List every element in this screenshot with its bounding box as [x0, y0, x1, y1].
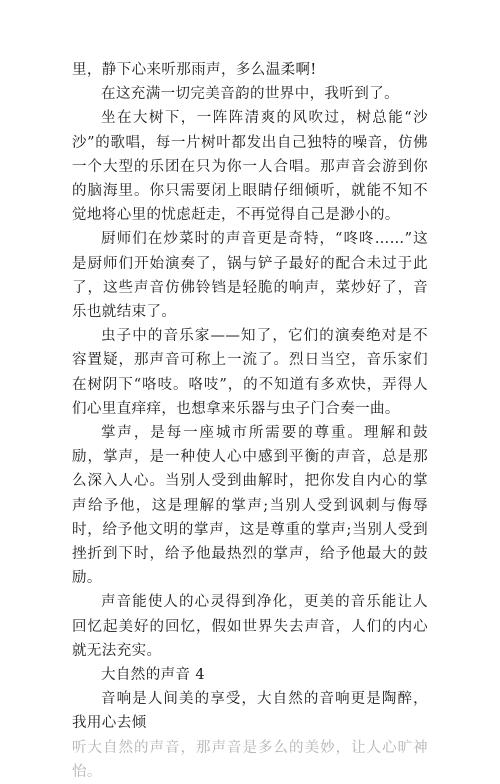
- paragraph-applause: 掌声，是每一座城市所需要的尊重。理解和鼓励，掌声，是一种使人心中感到平衡的声音，总是那么深入人心。当别人受到曲解时，把你发自内心的掌声给予他，这是理解的掌声;当别人受到讽刺与侮辱时，给予他文明的掌声，这是尊重的掌声;当别人受到挫折到下时，给予他最热烈的掌声，给予他最大的鼓励。: [72, 425, 428, 587]
- paragraph-trees: 坐在大树下，一阵阵清爽的风吹过，树总能“沙沙”的歌唱，每一片树叶都发出自己独特的噪音，仿佛一个大型的乐团在只为你一人合唱。那声音会游到你的脑海里。你只需要闭上眼睛仔细倾听，就能不知不觉地将心里的忧虑赶走，不再觉得自己是渺小的。: [72, 110, 428, 224]
- paragraph-conclusion: 声音能使人的心灵得到净化，更美的音乐能让人回忆起美好的回忆，假如世界失去声音，人们的内心就无法充实。: [72, 594, 428, 659]
- section-heading: 大自然的声音 4: [101, 667, 206, 684]
- paragraph-nature: 音响是人间美的享受，大自然的音响更是陶醉，我用心去倾: [72, 691, 428, 732]
- paragraph-continuation: 里，静下心来听那雨声，多么温柔啊!: [72, 62, 317, 78]
- paragraph-nature-cutoff: 听大自然的声音，那声音是多么的美妙，让人心旷神怡。: [72, 739, 428, 780]
- article-body: [72, 58, 428, 784]
- paragraph-chef: 厨师们在炒菜时的声音更是奇特，“咚咚……”这是厨师们开始演奏了，锅与铲子最好的配合未过于此了，这些声音仿佛铃铛是轻脆的响声，菜炒好了，音乐也就结束了。: [72, 231, 428, 321]
- paragraph-cicada: 虫子中的音乐家——知了，它们的演奏绝对是不容置疑，那声音可称上一流了。烈日当空，音乐家们在树阴下“咯吱。咯吱”，的不知道有多欢快，弄得人们心里直痒痒，也想拿来乐器与虫子门合奏一曲。: [72, 328, 428, 417]
- paragraph-intro: 在这充满一切完美音韵的世界中，我听到了。: [101, 86, 399, 103]
